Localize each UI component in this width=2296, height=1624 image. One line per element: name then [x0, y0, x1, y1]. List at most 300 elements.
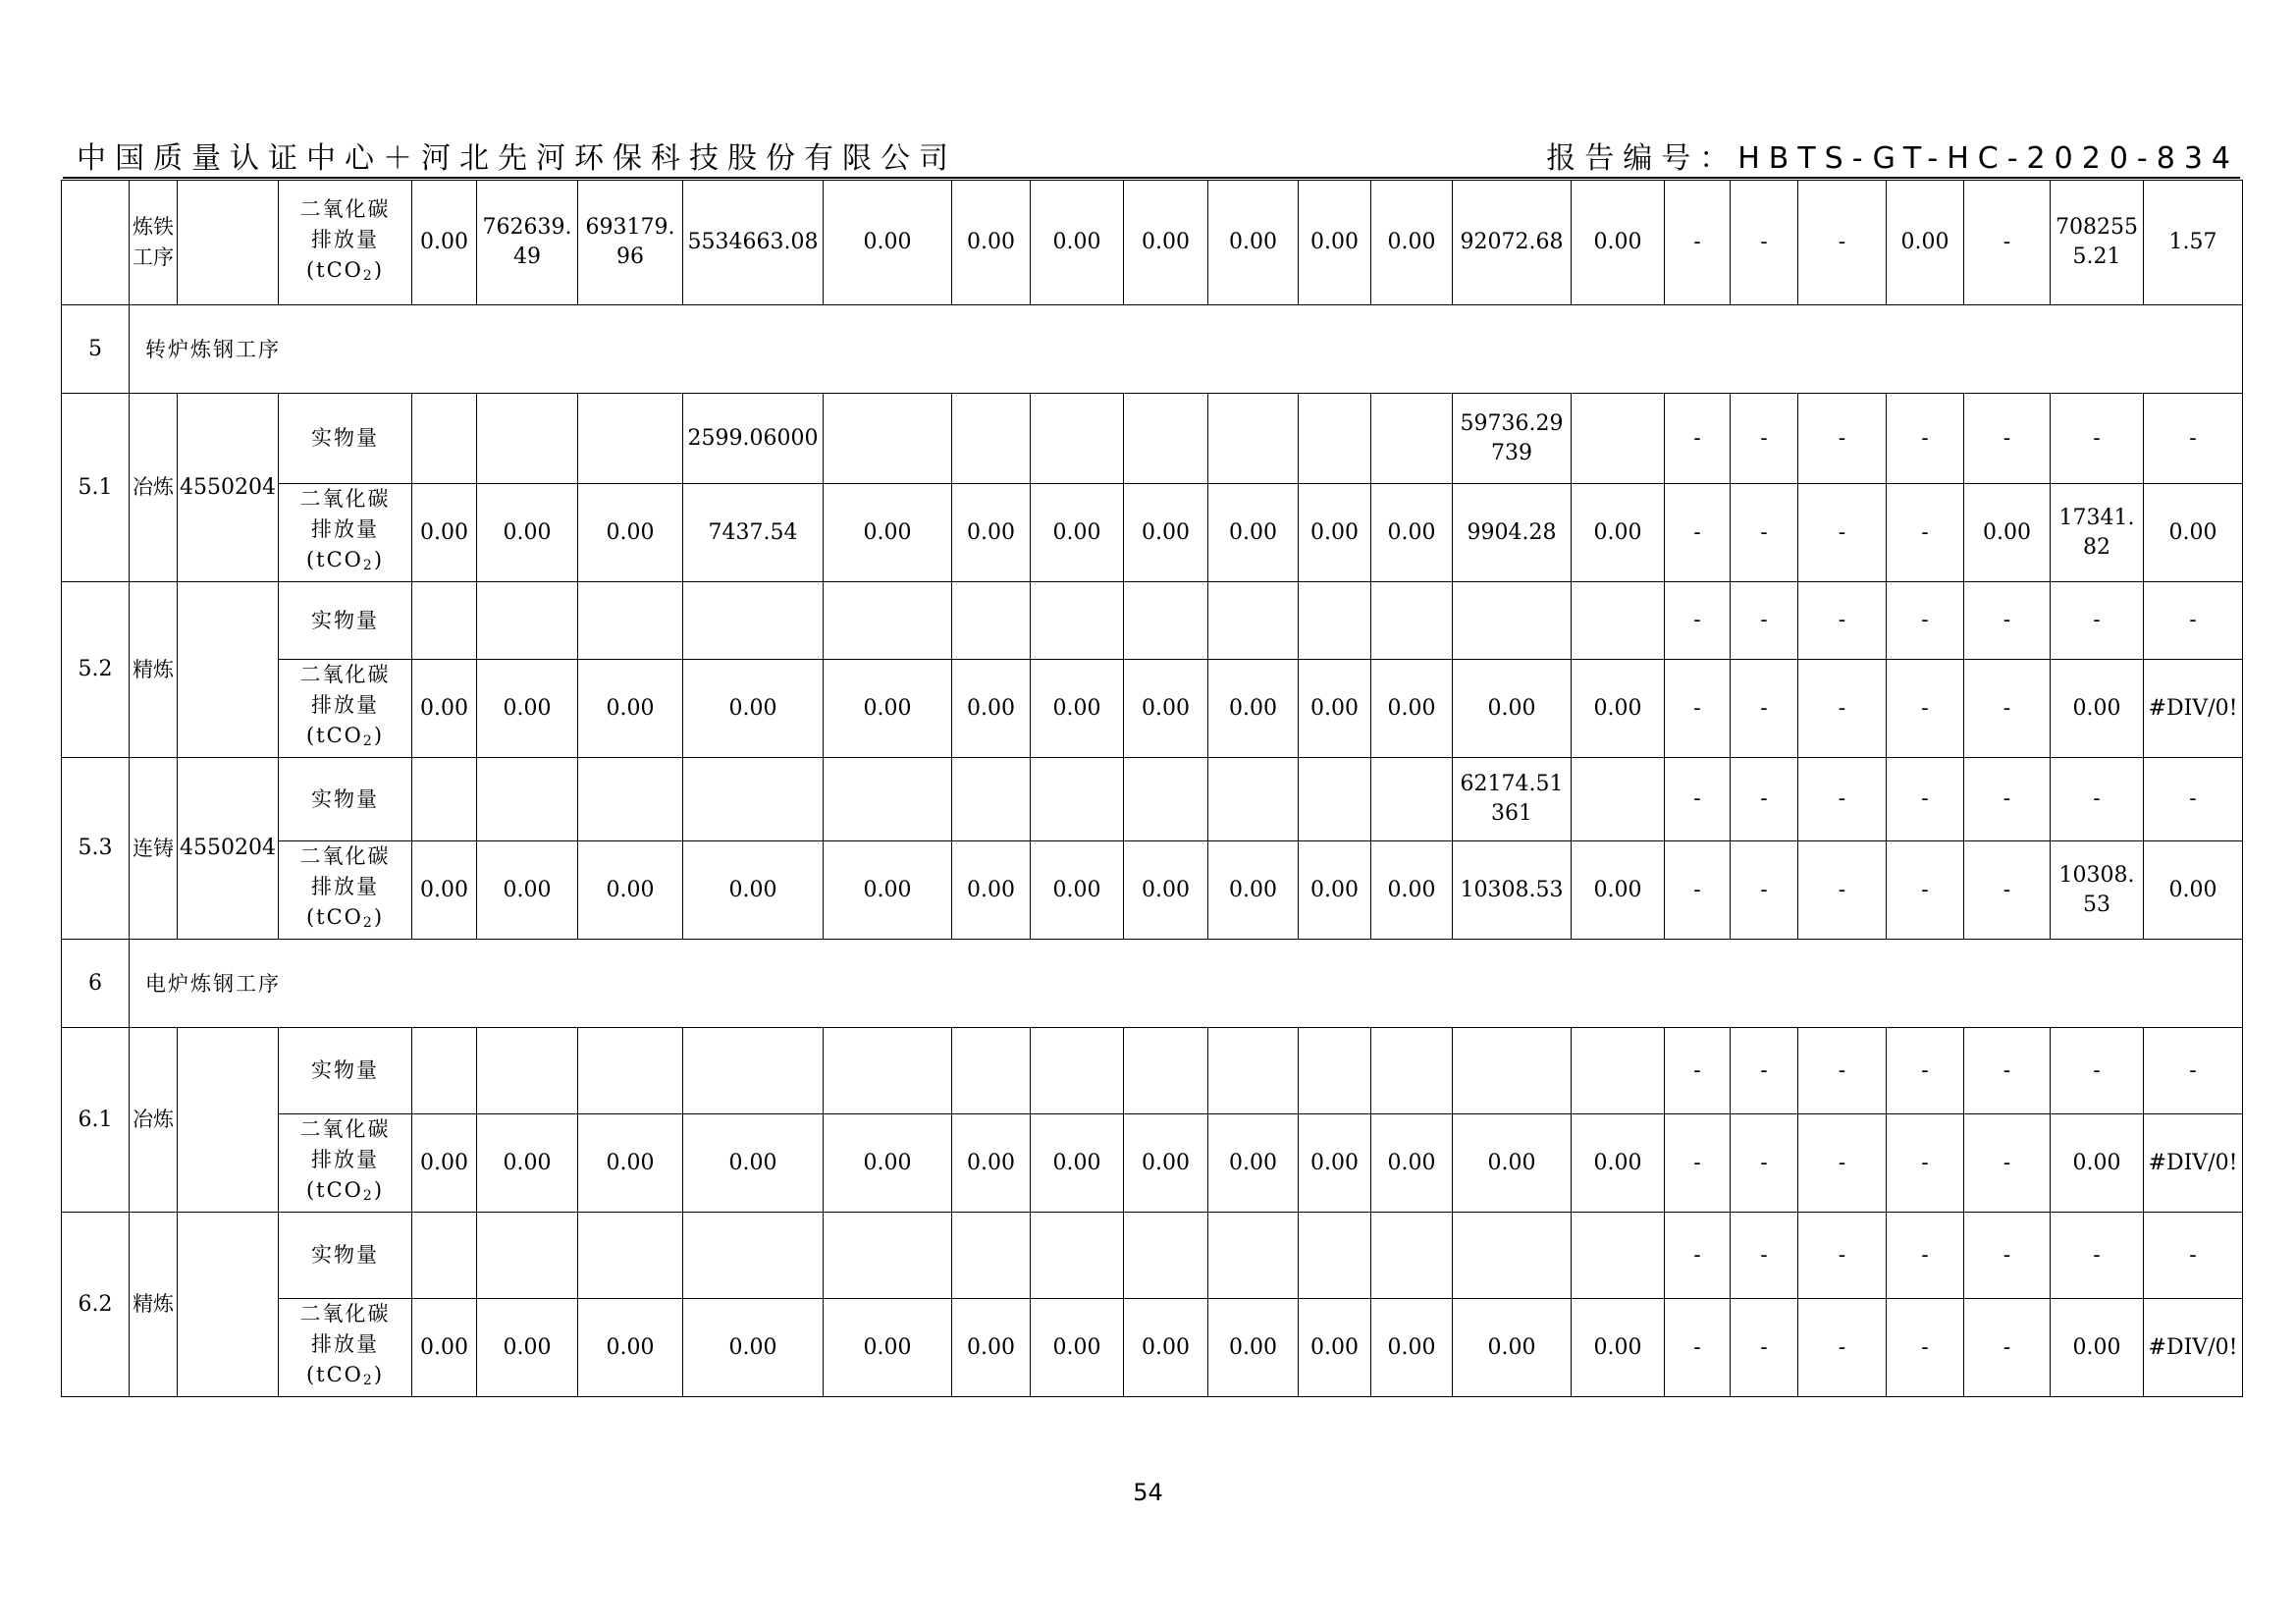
co2-emission-label: [279, 484, 412, 582]
table-cell: -: [1887, 660, 1964, 758]
table-cell: 0.00: [824, 660, 952, 758]
table-cell: -: [1665, 660, 1731, 758]
table-cell: -: [1964, 1213, 2051, 1299]
co2-unit-suffix: ): [373, 1178, 385, 1202]
table-cell: 0.00: [1371, 841, 1453, 940]
table-cell: -: [1665, 758, 1731, 841]
table-cell: -: [1964, 1299, 2051, 1397]
table-cell: [1299, 758, 1371, 841]
table-row: [62, 582, 2243, 660]
table-cell: 0.00: [1572, 841, 1665, 940]
table-cell: [952, 1028, 1031, 1114]
table-cell: 0.00: [1887, 181, 1964, 305]
process-name-cell: 连铸: [130, 758, 178, 940]
table-cell: 0.00: [1371, 1114, 1453, 1213]
table-cell: 0.00: [2144, 484, 2243, 582]
table-cell: [824, 758, 952, 841]
table-cell: 0.00: [412, 181, 477, 305]
table-cell: 7082555.21: [2051, 181, 2144, 305]
table-cell: 0.00: [477, 1299, 578, 1397]
table-cell: 0.00: [1208, 181, 1299, 305]
table-cell: 0.00: [1299, 484, 1371, 582]
table-cell: 0.00: [477, 841, 578, 940]
table-cell: -: [1964, 841, 2051, 940]
section-title: 电炉炼钢工序: [130, 940, 2243, 1028]
table-row: [62, 394, 2243, 484]
table-cell: -: [1964, 394, 2051, 484]
table-cell: 0.00: [1572, 1114, 1665, 1213]
table-cell: 0.00: [1299, 841, 1371, 940]
table-cell: [1299, 1028, 1371, 1114]
table-cell: 0.00: [1299, 181, 1371, 305]
table-cell: 0.00: [2144, 841, 2243, 940]
table-cell: 0.00: [412, 1299, 477, 1397]
table-cell: -: [1798, 484, 1887, 582]
co2-unit-subscript: 2: [362, 1373, 374, 1388]
sub-number: 6.2: [62, 1213, 130, 1397]
table-cell: -: [1665, 394, 1731, 484]
table-cell: [1208, 758, 1299, 841]
table-cell: 0.00: [952, 1114, 1031, 1213]
table-cell: 0.00: [477, 1114, 578, 1213]
table-cell: 0.00: [1208, 841, 1299, 940]
material-quantity-label: 实物量: [279, 394, 412, 484]
table-row: [62, 484, 2243, 582]
table-cell: 693179.96: [578, 181, 683, 305]
table-cell: -: [1665, 841, 1731, 940]
table-cell: [1124, 1028, 1208, 1114]
co2-unit-prefix: (tCO: [305, 905, 363, 929]
material-quantity-label: 实物量: [279, 758, 412, 841]
table-cell: 0.00: [683, 841, 824, 940]
table-cell: [824, 582, 952, 660]
table-cell: [683, 758, 824, 841]
co2-unit-subscript: 2: [362, 267, 374, 284]
table-cell: 0.00: [824, 484, 952, 582]
code-cell: [178, 582, 279, 758]
table-cell: 92072.68: [1453, 181, 1572, 305]
table-cell: 0.00: [824, 181, 952, 305]
table-cell: -: [1731, 660, 1798, 758]
table-cell: [578, 758, 683, 841]
table-cell: 0.00: [1031, 1299, 1124, 1397]
table-cell: 0.00: [1208, 484, 1299, 582]
table-cell: 0.00: [1031, 484, 1124, 582]
table-cell: [412, 1213, 477, 1299]
table-cell: 0.00: [1371, 484, 1453, 582]
co2-label-line1: 二氧化碳: [299, 844, 391, 868]
table-cell: 0.00: [1208, 660, 1299, 758]
table-cell: [1371, 582, 1453, 660]
table-cell: 0.00: [1124, 660, 1208, 758]
table-cell: -: [1731, 181, 1798, 305]
row-number-cell: [62, 181, 130, 305]
table-cell: -: [1887, 1114, 1964, 1213]
table-cell: -: [2051, 1028, 2144, 1114]
table-cell: 0.00: [412, 484, 477, 582]
table-cell: -: [2051, 394, 2144, 484]
table-cell: [824, 1028, 952, 1114]
co2-label-unit: [306, 724, 384, 747]
table-cell: 0.00: [412, 1114, 477, 1213]
table-cell: -: [2051, 758, 2144, 841]
table-cell: [578, 582, 683, 660]
table-cell: 0.00: [1964, 484, 2051, 582]
table-cell: 10308.53: [1453, 841, 1572, 940]
table-cell: -: [1665, 484, 1731, 582]
sub-number: 5.3: [62, 758, 130, 940]
table-cell: -: [1798, 1299, 1887, 1397]
material-quantity-label: 实物量: [279, 1213, 412, 1299]
page-number: 54: [1133, 1479, 1163, 1506]
table-cell: -: [2051, 582, 2144, 660]
table-cell: -: [2144, 1213, 2243, 1299]
table-cell: [683, 582, 824, 660]
table-cell: -: [1665, 1114, 1731, 1213]
table-cell: [477, 1028, 578, 1114]
table-cell: #DIV/0!: [2144, 1299, 2243, 1397]
table-cell: -: [1665, 1299, 1731, 1397]
table-cell: [1453, 1028, 1572, 1114]
process-name-cell: 炼铁工序: [130, 181, 178, 305]
co2-unit-suffix: ): [373, 548, 385, 571]
table-cell: 0.00: [2051, 1114, 2144, 1213]
process-name-cell: 精炼: [130, 1213, 178, 1397]
co2-unit-suffix: ): [373, 1363, 385, 1386]
co2-unit-prefix: (tCO: [305, 724, 363, 747]
table-cell: -: [1731, 1299, 1798, 1397]
table-cell: -: [1887, 1213, 1964, 1299]
table-cell: -: [1731, 394, 1798, 484]
code-cell: [178, 181, 279, 305]
table-cell: -: [1665, 582, 1731, 660]
co2-emission-label: [279, 1299, 412, 1397]
table-cell: 0.00: [952, 181, 1031, 305]
co2-label-line2: 排放量: [311, 227, 379, 251]
sub-number: 6.1: [62, 1028, 130, 1213]
table-cell: 0.00: [1124, 484, 1208, 582]
table-cell: -: [1798, 1114, 1887, 1213]
table-cell: [1299, 1213, 1371, 1299]
table-cell: 0.00: [1124, 181, 1208, 305]
co2-unit-suffix: ): [373, 257, 385, 282]
table-cell: 0.00: [1453, 1114, 1572, 1213]
table-cell: [1208, 394, 1299, 484]
table-cell: -: [1798, 181, 1887, 305]
table-cell: #DIV/0!: [2144, 1114, 2243, 1213]
sub-number: 5.2: [62, 582, 130, 758]
co2-label-line1: 二氧化碳: [299, 487, 391, 511]
table-cell: [412, 582, 477, 660]
table-cell: 0.00: [683, 1299, 824, 1397]
table-cell: 5534663.08: [683, 181, 824, 305]
co2-label-line1: 二氧化碳: [299, 1302, 391, 1326]
table-cell: [1208, 582, 1299, 660]
table-cell: -: [1798, 582, 1887, 660]
table-cell: [477, 582, 578, 660]
co2-label-unit: [306, 905, 384, 929]
table-cell: 0.00: [952, 660, 1031, 758]
table-cell: 0.00: [1208, 1299, 1299, 1397]
table-row: [62, 1114, 2243, 1213]
table-cell: -: [2144, 1028, 2243, 1114]
table-cell: [1031, 1028, 1124, 1114]
table-cell: -: [2144, 582, 2243, 660]
co2-unit-prefix: (tCO: [305, 257, 363, 282]
table-cell: 0.00: [1572, 484, 1665, 582]
table-cell: [412, 394, 477, 484]
table-cell: 0.00: [1453, 660, 1572, 758]
table-cell: 762639.49: [477, 181, 578, 305]
table-cell: [1453, 1213, 1572, 1299]
co2-unit-subscript: 2: [362, 1188, 374, 1204]
emissions-table: [61, 180, 2243, 1397]
code-cell: [178, 1213, 279, 1397]
table-cell: 0.00: [477, 484, 578, 582]
table-cell: 0.00: [1124, 1114, 1208, 1213]
table-cell: 0.00: [477, 660, 578, 758]
table-cell: [1371, 758, 1453, 841]
code-cell: [178, 1028, 279, 1213]
table-cell: 17341.82: [2051, 484, 2144, 582]
table-cell: 0.00: [683, 1114, 824, 1213]
table-cell: [1371, 1213, 1453, 1299]
table-cell: 0.00: [1031, 841, 1124, 940]
table-cell: [1572, 1028, 1665, 1114]
table-cell: [1208, 1213, 1299, 1299]
table-cell: [1453, 582, 1572, 660]
table-cell: [477, 758, 578, 841]
section-row: [62, 940, 2243, 1028]
table-cell: 0.00: [1299, 1114, 1371, 1213]
header-rule: [63, 177, 2240, 179]
table-cell: 0.00: [1572, 1299, 1665, 1397]
table-cell: -: [1731, 841, 1798, 940]
table-cell: 2599.06000: [683, 394, 824, 484]
co2-unit-prefix: (tCO: [305, 1363, 363, 1386]
table-cell: [1299, 394, 1371, 484]
table-cell: 0.00: [1124, 1299, 1208, 1397]
table-cell: [1031, 394, 1124, 484]
table-cell: 0.00: [2051, 1299, 2144, 1397]
table-cell: 0.00: [1371, 660, 1453, 758]
table-cell: 0.00: [683, 660, 824, 758]
co2-label-line2: 排放量: [311, 693, 379, 717]
sub-number: 5.1: [62, 394, 130, 582]
table-row: [62, 660, 2243, 758]
table-cell: [412, 1028, 477, 1114]
co2-label-line2: 排放量: [311, 517, 379, 541]
table-cell: [1031, 582, 1124, 660]
co2-label-line1: 二氧化碳: [299, 1117, 391, 1141]
table-cell: [412, 758, 477, 841]
table-cell: [1572, 394, 1665, 484]
table-row: [62, 758, 2243, 841]
section-number: 5: [62, 305, 130, 394]
table-cell: -: [1887, 582, 1964, 660]
section-title: 转炉炼钢工序: [130, 305, 2243, 394]
table-cell: 0.00: [1031, 181, 1124, 305]
table-cell: [952, 394, 1031, 484]
table-cell: -: [1665, 1213, 1731, 1299]
code-cell: 4550204: [178, 758, 279, 940]
table-cell: 0.00: [952, 1299, 1031, 1397]
co2-emission-label: [279, 841, 412, 940]
table-cell: 0.00: [1208, 1114, 1299, 1213]
co2-label-line2: 排放量: [311, 875, 379, 898]
co2-label-line1: 二氧化碳: [299, 196, 391, 221]
table-cell: 0.00: [1371, 181, 1453, 305]
material-quantity-label: 实物量: [279, 1028, 412, 1114]
table-cell: [1124, 394, 1208, 484]
table-cell: 10308.53: [2051, 841, 2144, 940]
co2-unit-subscript: 2: [362, 558, 374, 573]
table-cell: [1124, 1213, 1208, 1299]
table-cell: [952, 582, 1031, 660]
section-number: 6: [62, 940, 130, 1028]
process-name-cell: 精炼: [130, 582, 178, 758]
section-row: [62, 305, 2243, 394]
table-cell: 0.00: [824, 1299, 952, 1397]
table-cell: 0.00: [1031, 1114, 1124, 1213]
table-cell: 0.00: [578, 1299, 683, 1397]
header-report-number: 报告编号：HBTS-GT-HC-2020-834: [1546, 141, 2239, 176]
co2-emission-label: [279, 1114, 412, 1213]
table-cell: 0.00: [1299, 1299, 1371, 1397]
table-cell: [1371, 394, 1453, 484]
table-cell: 0.00: [412, 660, 477, 758]
table-cell: 0.00: [952, 484, 1031, 582]
table-cell: -: [1798, 1028, 1887, 1114]
table-cell: -: [1798, 758, 1887, 841]
co2-label-unit: [306, 548, 384, 571]
table-cell: #DIV/0!: [2144, 660, 2243, 758]
table-cell: -: [1731, 1213, 1798, 1299]
co2-label-unit: [306, 258, 384, 282]
table-cell: [1299, 582, 1371, 660]
co2-emission-label: [279, 181, 412, 305]
table-row: [62, 181, 2243, 305]
table-cell: -: [2144, 758, 2243, 841]
co2-label-line2: 排放量: [311, 1332, 379, 1356]
table-cell: 0.00: [1371, 1299, 1453, 1397]
table-cell: [683, 1213, 824, 1299]
table-cell: -: [1964, 181, 2051, 305]
table-cell: -: [1731, 484, 1798, 582]
table-cell: -: [1887, 394, 1964, 484]
table-cell: -: [1665, 1028, 1731, 1114]
table-cell: -: [1798, 660, 1887, 758]
table-cell: -: [1887, 841, 1964, 940]
table-cell: [578, 1213, 683, 1299]
table-cell: [952, 758, 1031, 841]
table-cell: 0.00: [578, 484, 683, 582]
table-cell: 0.00: [1124, 841, 1208, 940]
table-cell: [1208, 1028, 1299, 1114]
table-cell: [683, 1028, 824, 1114]
process-name-cell: 冶炼: [130, 394, 178, 582]
table-cell: [1124, 582, 1208, 660]
table-cell: -: [1887, 758, 1964, 841]
table-cell: -: [1731, 758, 1798, 841]
table-cell: -: [1964, 1114, 2051, 1213]
table-cell: -: [1887, 1299, 1964, 1397]
table-cell: 0.00: [1572, 181, 1665, 305]
table-cell: 0.00: [1572, 660, 1665, 758]
table-cell: -: [1731, 1028, 1798, 1114]
table-row: [62, 1213, 2243, 1299]
co2-label-unit: [306, 1363, 384, 1386]
table-cell: -: [1964, 1028, 2051, 1114]
table-cell: 0.00: [412, 841, 477, 940]
co2-unit-suffix: ): [373, 724, 385, 747]
table-cell: -: [1964, 582, 2051, 660]
table-cell: [1031, 1213, 1124, 1299]
table-cell: -: [1665, 181, 1731, 305]
table-cell: -: [1798, 394, 1887, 484]
table-cell: 0.00: [952, 841, 1031, 940]
table-cell: [1371, 1028, 1453, 1114]
table-cell: -: [1964, 660, 2051, 758]
table-cell: [824, 1213, 952, 1299]
table-cell: 0.00: [578, 1114, 683, 1213]
table-cell: -: [1964, 758, 2051, 841]
table-row: [62, 841, 2243, 940]
table-cell: -: [2144, 394, 2243, 484]
table-cell: [578, 394, 683, 484]
table-cell: [578, 1028, 683, 1114]
table-cell: 0.00: [824, 1114, 952, 1213]
table-cell: 62174.51361: [1453, 758, 1572, 841]
table-cell: [1572, 582, 1665, 660]
co2-label-unit: [306, 1178, 384, 1202]
co2-unit-prefix: (tCO: [305, 1178, 363, 1202]
co2-label-line1: 二氧化碳: [299, 663, 391, 686]
table-cell: 7437.54: [683, 484, 824, 582]
table-cell: -: [2051, 1213, 2144, 1299]
code-cell: 4550204: [178, 394, 279, 582]
table-cell: -: [1798, 841, 1887, 940]
co2-unit-subscript: 2: [362, 915, 374, 931]
material-quantity-label: 实物量: [279, 582, 412, 660]
table-cell: -: [1731, 582, 1798, 660]
table-cell: 0.00: [1299, 660, 1371, 758]
table-row: [62, 1028, 2243, 1114]
table-cell: [1031, 758, 1124, 841]
table-cell: -: [1731, 1114, 1798, 1213]
table-cell: -: [1798, 1213, 1887, 1299]
co2-unit-suffix: ): [373, 905, 385, 929]
table-cell: [1572, 758, 1665, 841]
co2-unit-prefix: (tCO: [305, 548, 363, 571]
table-cell: -: [1887, 484, 1964, 582]
table-cell: [952, 1213, 1031, 1299]
table-cell: [824, 394, 952, 484]
table-cell: [477, 1213, 578, 1299]
co2-emission-label: [279, 660, 412, 758]
table-cell: 9904.28: [1453, 484, 1572, 582]
header-organization: 中国质量认证中心＋河北先河环保科技股份有限公司: [77, 141, 957, 176]
table-cell: [477, 394, 578, 484]
table-cell: -: [1887, 1028, 1964, 1114]
table-cell: 59736.29739: [1453, 394, 1572, 484]
table-cell: 0.00: [578, 841, 683, 940]
table-cell: 0.00: [2051, 660, 2144, 758]
co2-unit-subscript: 2: [362, 733, 374, 749]
process-name-cell: 冶炼: [130, 1028, 178, 1213]
table-cell: 0.00: [824, 841, 952, 940]
co2-label-line2: 排放量: [311, 1148, 379, 1171]
